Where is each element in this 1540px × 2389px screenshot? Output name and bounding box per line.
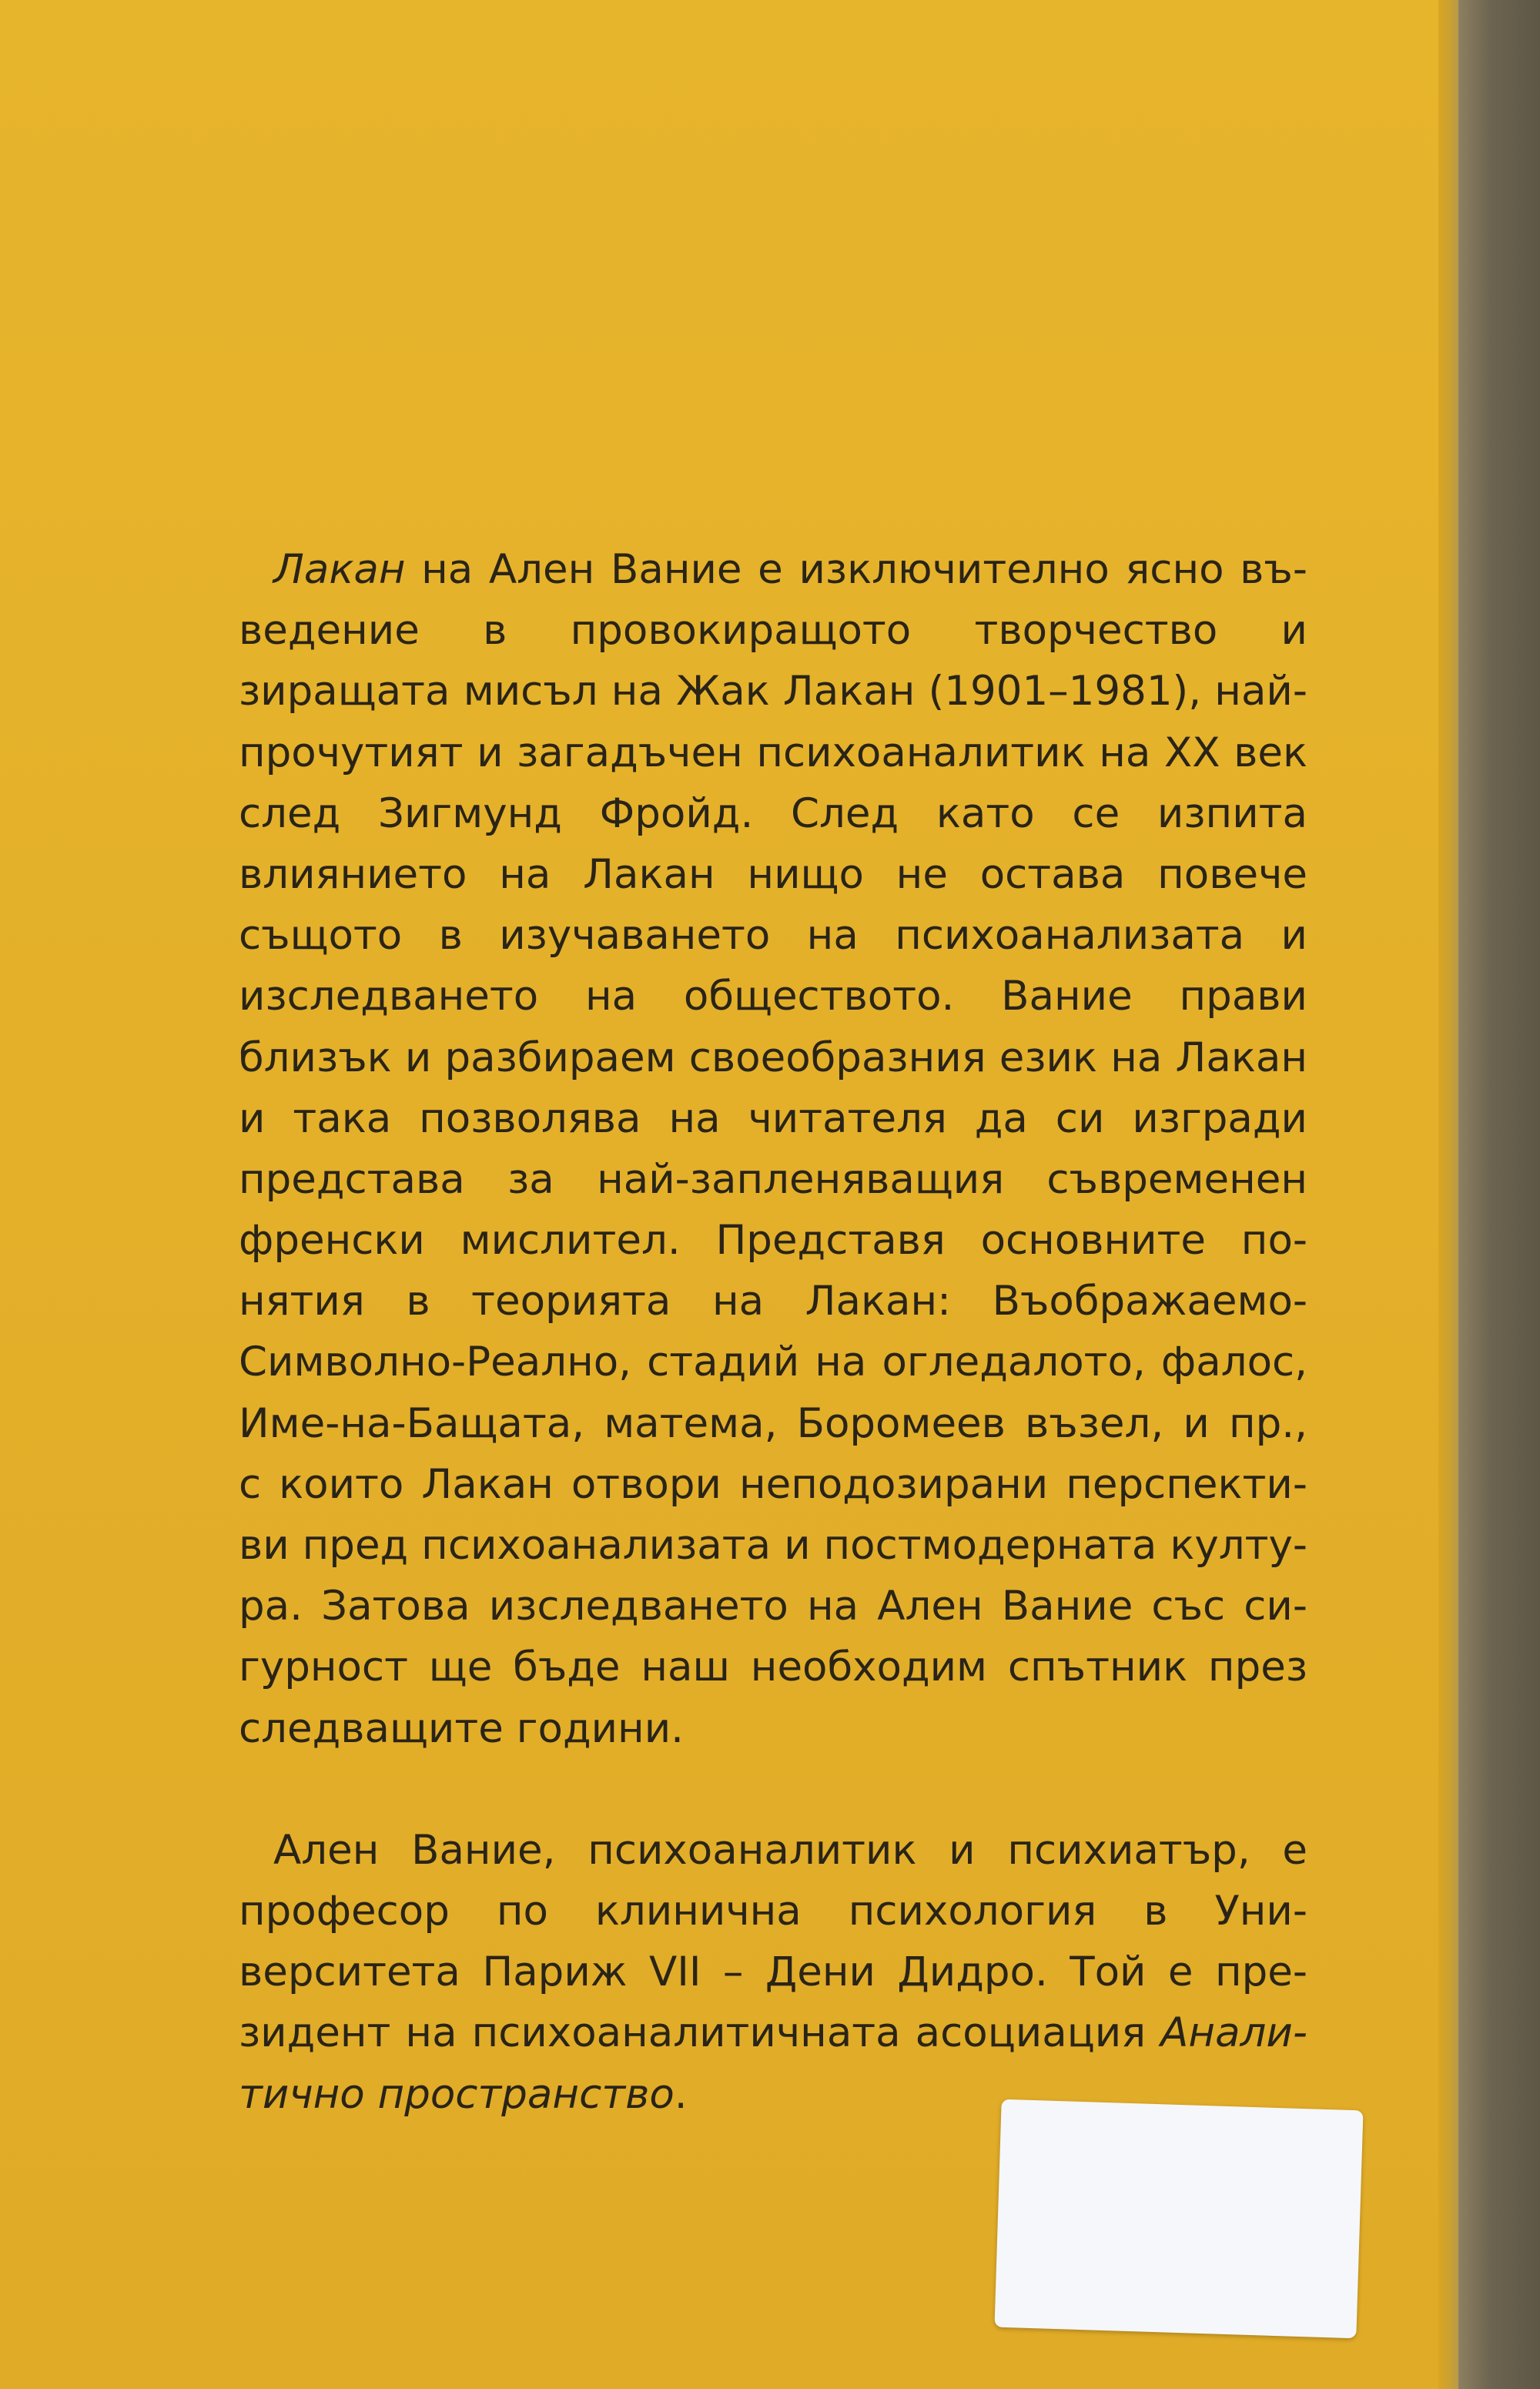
association-name-italic-end: тично пространство (239, 2070, 675, 2118)
blurb-line: близък и разбираем своеобразния език на Лакан (239, 1034, 1307, 1081)
bio-line: зидент на психоаналитичната асоциация Анали- (239, 2009, 1307, 2057)
blurb-line: Символно-Реално, стадий на огледалото, фалос, (239, 1339, 1307, 1386)
blurb-line: представа за най-запленяващия съвременен (239, 1155, 1307, 1203)
blurb-line-1: Лакан на Ален Вание е изключително ясно въ- (273, 546, 1307, 593)
page-edges (1458, 0, 1540, 2389)
back-cover-text (239, 539, 1307, 2125)
author-bio-paragraph (239, 1820, 1307, 2125)
blurb-line: френски мислител. Представя основните по- (239, 1217, 1307, 1265)
blurb-line: ра. Затова изследването на Ален Вание със си- (239, 1583, 1307, 1630)
blurb-last-line: следващите години. (239, 1704, 684, 1752)
price-sticker-blank (994, 2099, 1363, 2339)
blurb-paragraph (239, 539, 1307, 1759)
paragraph-gap (239, 1759, 1307, 1820)
blurb-line: ведение в провокиращото творчество и (239, 607, 1307, 655)
blurb-line: зиращата мисъл на Жак Лакан (1901–1981), най- (239, 668, 1307, 715)
blurb-line: Име-на-Бащата, матема, Боромеев възел, и пр., (239, 1399, 1307, 1447)
blurb-line: с които Лакан отвори неподозирани перспекти- (239, 1460, 1307, 1508)
association-name-italic: Анали- (1160, 2009, 1307, 2057)
blurb-line: ви пред психоанализата и постмодерната култу- (239, 1522, 1307, 1569)
blurb-line: нятия в теорията на Лакан: Въображаемо- (239, 1278, 1307, 1325)
blurb-line: същото в изучаването на психоанализата и (239, 912, 1307, 960)
bio-last-line: тично пространство. (239, 2070, 688, 2118)
blurb-line: прочутият и загадъчен психоаналитик на XX век (239, 729, 1307, 776)
blurb-line: влиянието на Лакан нищо не остава повече (239, 850, 1307, 898)
bio-line: Ален Вание, психоаналитик и психиатър, е (273, 1826, 1307, 1874)
blurb-line: изследването на обществото. Вание прави (239, 973, 1307, 1020)
blurb-line: и така позволява на читателя да си изгради (239, 1094, 1307, 1142)
blurb-line: след Зигмунд Фройд. След като се изпита (239, 789, 1307, 837)
blurb-line: гурност ще бъде наш необходим спътник през (239, 1643, 1307, 1691)
cover-spine-edge (1438, 0, 1458, 2389)
book-title-italic: Лакан (273, 546, 406, 593)
bio-line: верситета Париж VII – Дени Дидро. Той е пре- (239, 1948, 1307, 1996)
bio-line: професор по клинична психология в Уни- (239, 1887, 1307, 1935)
